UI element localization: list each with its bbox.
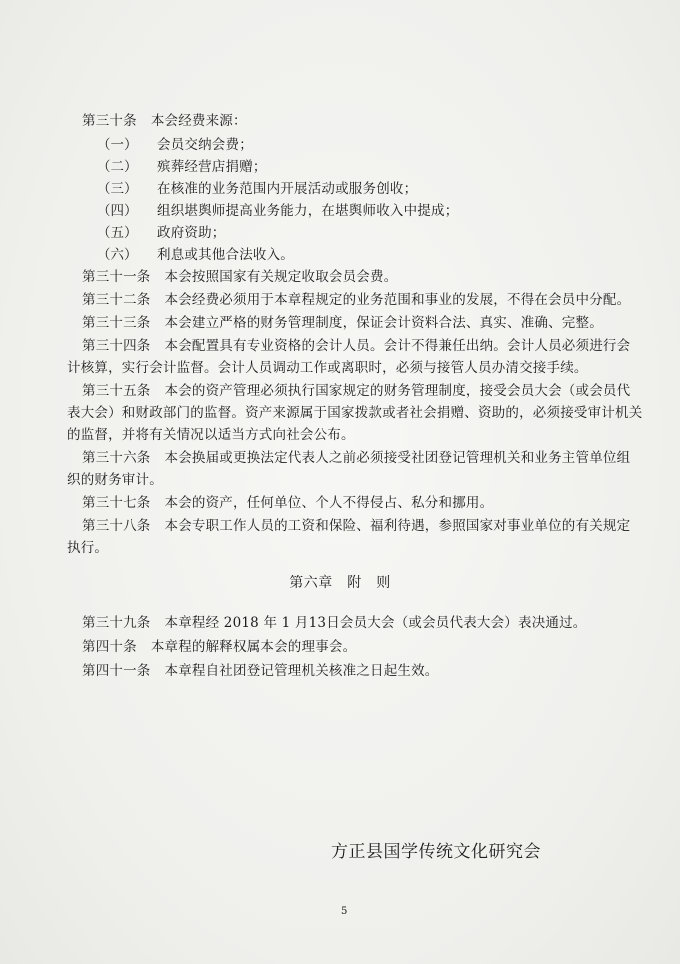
- article-34-continuation: 计核算，实行会计监督。会计人员调动工作或离职时，必须与接管人员办清交接手续。: [67, 360, 588, 376]
- chapter-title: 第六章 附 则: [289, 575, 391, 591]
- list-item-text: 组织堪舆师提高业务能力，在堪舆师收入中提成；: [157, 203, 459, 219]
- article-label: 第三十条: [82, 113, 137, 129]
- article-35-continuation: 的监督，并将有关情况以适当方式向社会公布。: [67, 427, 355, 443]
- list-item-text: 殡葬经营店捐赠；: [157, 159, 267, 175]
- article-39: [82, 614, 587, 632]
- article-32: [82, 291, 630, 309]
- list-item-number: （五）: [97, 225, 138, 241]
- list-item-text: 政府资助；: [157, 225, 226, 241]
- list-item-number: （二）: [97, 159, 138, 175]
- article-label: 第三十五条: [82, 383, 151, 399]
- article-text: 本会经费来源：: [150, 113, 247, 129]
- article-text: 本会专职工作人员的工资和保险、福利待遇，参照国家对事业单位的有关规定: [164, 518, 631, 534]
- article-label: 第三十七条: [82, 495, 151, 511]
- article-36: [82, 449, 630, 467]
- article-33: [82, 314, 603, 332]
- article-text: 本会建立严格的财务管理制度，保证会计资料合法、真实、准确、完整。: [164, 315, 603, 331]
- article-35-continuation: 表大会）和财政部门的监督。资产来源属于国家拨款或者社会捐赠、资助的，必须接受审计机关: [67, 405, 643, 421]
- list-item-number: （六）: [97, 247, 138, 263]
- article-31: [82, 268, 397, 286]
- list-item-text: 在核准的业务范围内开展活动或服务创收；: [157, 181, 418, 197]
- article-text: 本会经费必须用于本章程规定的业务范围和事业的发展，不得在会员中分配。: [164, 292, 631, 308]
- article-label: 第三十九条: [82, 615, 151, 631]
- article-text: 本会配置具有专业资格的会计人员。会计不得兼任出纳。会计人员必须进行会: [164, 338, 631, 354]
- article-label: 第四十一条: [82, 663, 151, 679]
- list-item-number: （四）: [97, 203, 138, 219]
- article-text: 本章程的解释权属本会的理事会。: [150, 639, 357, 655]
- organization-signature: 方正县国学传统文化研究会: [331, 842, 541, 862]
- article-text: 本会的资产，任何单位、个人不得侵占、私分和挪用。: [164, 495, 494, 511]
- article-label: 第四十条: [82, 639, 137, 655]
- article-text: 本章程经 2018 年 1 月13日会员大会（或会员代表大会）表决通过。: [164, 615, 587, 631]
- article-38-continuation: 执行。: [67, 540, 109, 556]
- article-label: 第三十八条: [82, 518, 151, 534]
- list-item-text: 会员交纳会费；: [157, 137, 253, 153]
- article-label: 第三十二条: [82, 292, 151, 308]
- article-41: [82, 662, 439, 680]
- list-item-number: （一）: [97, 137, 138, 153]
- article-30-heading: [82, 112, 247, 130]
- article-label: 第三十六条: [82, 450, 151, 466]
- list-item-number: （三）: [97, 181, 138, 197]
- article-label: 第三十三条: [82, 315, 151, 331]
- page-number: 5: [341, 906, 348, 917]
- article-text: 本会换届或更换法定代表人之前必须接受社团登记管理机关和业务主管单位组: [164, 450, 631, 466]
- article-label: 第三十四条: [82, 338, 151, 354]
- article-38: [82, 517, 630, 535]
- article-34: [82, 337, 630, 355]
- article-37: [82, 494, 493, 512]
- article-40: [82, 638, 356, 656]
- list-item-text: 利息或其他合法收入。: [157, 247, 294, 263]
- article-label: 第三十一条: [82, 269, 151, 285]
- article-35: [82, 382, 630, 400]
- article-text: 本会按照国家有关规定收取会员会费。: [164, 269, 398, 285]
- article-text: 本会的资产管理必须执行国家规定的财务管理制度，接受会员大会（或会员代: [164, 383, 631, 399]
- article-text: 本章程自社团登记管理机关核准之日起生效。: [164, 663, 439, 679]
- article-36-continuation: 织的财务审计。: [67, 472, 163, 488]
